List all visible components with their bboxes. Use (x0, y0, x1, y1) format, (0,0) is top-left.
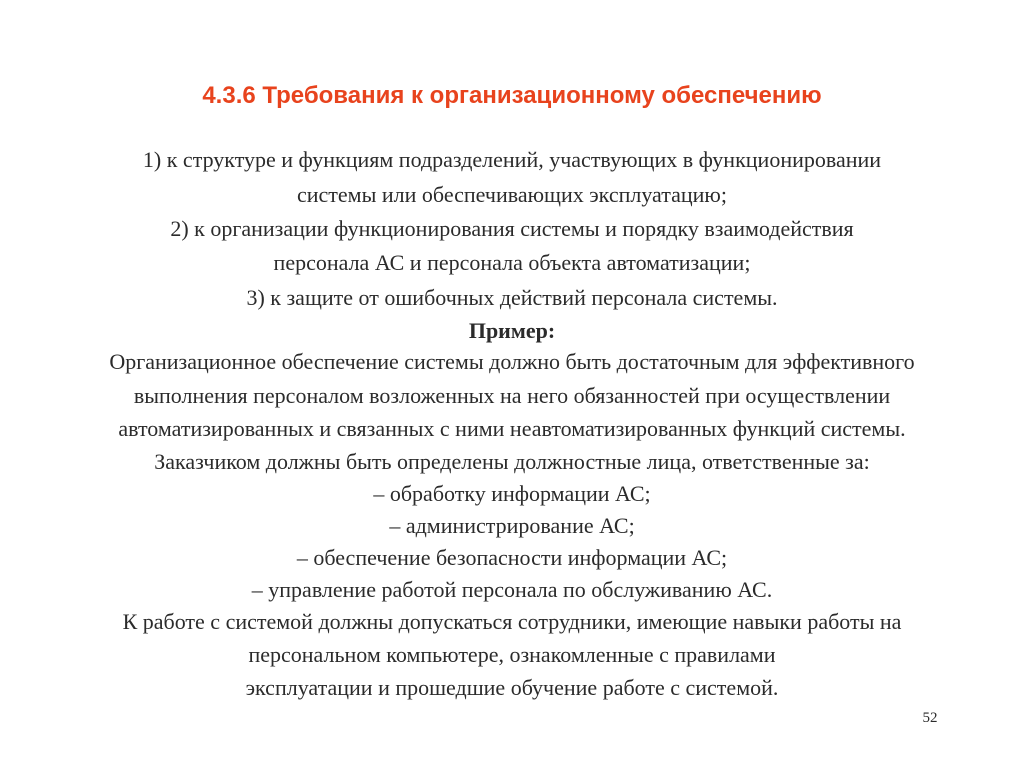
requirement-line: 2) к организации функционирования системы и порядку взаимодействия (170, 216, 854, 241)
requirement-line: персонала АС и персонала объекта автоматизации; (273, 250, 751, 275)
example-list-item: – обработку информации АС; (373, 481, 651, 506)
example-line: выполнения персоналом возложенных на него обязанностей при осуществлении (133, 383, 891, 408)
example-list-item: – администрирование АС; (389, 513, 635, 538)
requirement-line: 3) к защите от ошибочных действий персонала системы. (246, 285, 778, 310)
example-heading: Пример: (468, 318, 556, 343)
example-line: персональном компьютере, ознакомленные с правилами (248, 642, 776, 667)
requirement-line: системы или обеспечивающих эксплуатацию; (297, 182, 727, 207)
example-line: Организационное обеспечение системы должно быть достаточным для эффективного (109, 349, 915, 374)
example-line: автоматизированных и связанных с ними неавтоматизированных функций системы. (118, 416, 906, 441)
example-line: Заказчиком должны быть определены должностные лица, ответственные за: (154, 449, 870, 474)
example-list-item: – управление работой персонала по обслуживанию АС. (251, 577, 773, 602)
requirement-line: 1) к структуре и функциям подразделений, участвующих в функционировании (142, 147, 882, 172)
example-list-item: – обеспечение безопасности информации АС; (296, 545, 728, 570)
page-number: 52 (922, 710, 938, 726)
example-line: эксплуатации и прошедшие обучение работе с системой. (245, 675, 779, 700)
slide-title: 4.3.6 Требования к организационному обеспечению (202, 82, 822, 109)
example-line: К работе с системой должны допускаться сотрудники, имеющие навыки работы на (122, 609, 902, 634)
